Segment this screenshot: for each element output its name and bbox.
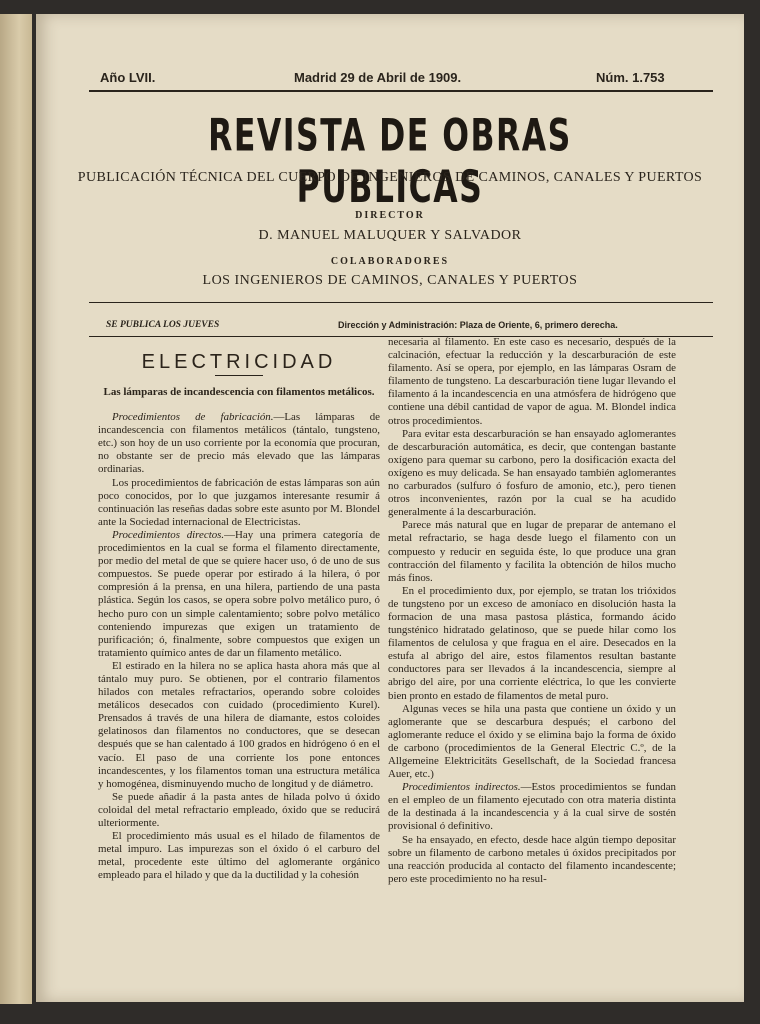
director-name: D. MANUEL MALUQUER Y SALVADOR [258,228,522,243]
paragraph-text: El estirado en la hilera no se aplica hasta ahora más que al tántalo muy puro. Se obtienen, por el contrario filamentos hilados con metales refractarios, operando sobre coloides metálicos desecados con cuidado (procedimiento Kurel). Prensados á través de una hilera de diamante, estos coloides gelatinosos dan filamentos no conductores, que se desecan después que se han calentado á 100 grados en hidrógeno ó en el vacío. El paso de una corriente los pone entonces incandescentes, y los filamentos toman una estructura metálica y homogénea, disminuyendo mucho de longitud y de diámetro. [98,659,380,790]
right-paragraphs [388,336,676,886]
publication-frequency: SE PUBLICA LOS JUEVES [106,320,220,330]
journal-subtitle: PUBLICACIÓN TÉCNICA DEL CUERPO DE INGENIEROS DE CAMINOS, CANALES Y PUERTOS [77,170,703,185]
paragraph [98,529,380,660]
journal-title: REVISTA DE OBRAS PUBLICAS [208,109,572,213]
collaborators-label: COLABORADORES [330,256,450,267]
left-paragraphs [98,411,380,882]
paragraph-text: Algunas veces se hila una pasta que contiene un óxido y un aglomerante que se descarbura después; el carbono del aglomerante reduce el óxido y se elimina bajo la forma de óxido de carbono (procedimientos de la General Electric C.º, de la Allgemeine Elektricitäts Gesellschaft, de la Sociedad francesa Auer, etc.) [388,702,676,781]
paragraph-text: necesaria al filamento. En este caso es necesario, después de la calcinación, efectuar la reducción y la descarburación de este filamento. Así se opera, por ejemplo, en las lámparas Osram de filamento de tungsteno. La descarburación tiene lugar llevando el filamento á la incandescencia en una atmósfera de hidrógeno que contiene una débil cantidad de vapor de agua. M. Blondel indica otros procedimientos. [388,336,676,427]
paragraph-text: Se puede añadir á la pasta antes de hilada polvo ú óxido coloidal del metal refractario empleado, óxido que se reducirá ulteriormente. [98,790,380,829]
paragraph [388,781,676,833]
article-heading: Las lámparas de incandescencia con filamentos metálicos. [103,386,375,399]
article-column-left [98,351,380,882]
director-label: DIRECTOR [355,210,425,221]
header-rule [89,90,713,92]
paragraph [98,660,380,791]
paragraph-text: Se ha ensayado, en efecto, desde hace algún tiempo depositar sobre un filamento de carbono metales ú óxidos precipitados por una reacción producida al contacto del filamento incandescente; pero este procedimiento no ha resul- [388,833,676,885]
article-column-right [388,336,676,886]
paragraph-text: Los procedimientos de fabricación de estas lámparas son aún poco conocidos, por lo que juzgamos interesante resumir á continuación las reseñas dadas sobre este asunto por M. Blondel ante la Sociedad internacional de Electricistas. [98,476,380,528]
info-rule-top [89,302,713,303]
paragraph [98,411,380,476]
paragraph-text: —Las lámparas de incandescencia con filamentos metálicos (tántalo, tungsteno, etc.) son hoy de un uso corriente por la economía que procuran, no obstante ser de precio más elevado que las lámparas ordinarias. [98,411,380,476]
issue-year: Año LVII. [100,70,156,85]
paragraph-text: Para evitar esta descarburación se han ensayado aglomerantes de descarburación automática, es decir, que contengan bastante oxígeno para quemar su carbono, pero la dosificación exacta del oxígeno es muy delicada. Se han ensayado también aglomerantes no carburados (sulfuro ó fosfuro de amonio, etc.), pero tienen otros inconvenientes, razón por la cual se ha acudido generalmente á la descarburación. [388,427,676,519]
paragraph [98,830,380,882]
paragraph [388,519,676,584]
paragraph-lead: Procedimientos de fabricación. [112,411,274,424]
paragraph [388,336,676,428]
issue-number: Núm. 1.753 [596,70,665,85]
paragraph-text: El procedimiento más usual es el hilado de filamentos de metal impuro. Las impurezas son el óxido ó el carburo del metal, procedente este último del aglomerante orgánico empleado para el hilado y que da la ductilidad y la cohesión [98,830,380,882]
journal-page [36,14,744,1002]
paragraph-lead: Procedimientos directos. [112,528,225,541]
collaborators-name: LOS INGENIEROS DE CAMINOS, CANALES Y PUERTOS [202,273,578,288]
paragraph [388,834,676,886]
paragraph [388,428,676,520]
paragraph-text: —Estos procedimientos se fundan en el empleo de un filamento ejecutado con otra materia distinta de la destinada á la incandescencia y á la cual sirve de sostén provisional ó definitivo. [388,781,676,833]
publication-address: Dirección y Administración: Plaza de Oriente, 6, primero derecha. [338,320,618,330]
paragraph-lead: Procedimientos indirectos. [402,781,521,794]
section-divider [215,375,263,376]
paragraph-text: Parece más natural que en lugar de preparar de antemano el metal refractario, se haga desde luego el filamento con un compuesto y reducir en seguida éste, lo que produce una gran contracción del filamento y facilita la obtención de hilos mucho más finos. [388,519,676,584]
issue-date: Madrid 29 de Abril de 1909. [294,70,462,85]
paragraph-text: —Hay una primera categoría de procedimientos en la cual se forma el filamento directamente, por medio del metal de que se quiere hacer uso, ó de uno de sus compuestos. Se puede operar por estirado á la hilera, ó por compresión á la prensa, en una hilera, partiendo de una pasta plástica. Según los casos, se opera sobre polvo metálico puro, ó hecho puro con un simple calentamiento; sobre polvo metálico conteniendo impurezas que exigen un tratamiento de purificación; ó, finalmente, sobre compuestos que exigen un tratamiento químico antes de dar un filamento metálico. [98,528,380,659]
paragraph [98,477,380,529]
paragraph [388,585,676,703]
adjacent-page-edge [0,14,32,1004]
paragraph-text: En el procedimiento dux, por ejemplo, se tratan los trióxidos de tungsteno por un exceso de amoníaco en disolución hasta la formacion de una masa pastosa plástica, formando ácido tungsténico hidratado gelatinoso, que se puede hilar como los filamentos de celulosa y que fragua en el aire. Desecados en la estufa al abrigo del aire, estos filamentos resultan bastante conductores para ser llevados á la incandescencia, siempre al abrigo del aire, por una corriente eléctrica, lo que les convierte bien pronto en estado de filamentos de metal puro. [388,584,676,702]
paragraph [98,791,380,830]
section-title: ELECTRICIDAD [141,351,337,373]
paragraph [388,703,676,782]
